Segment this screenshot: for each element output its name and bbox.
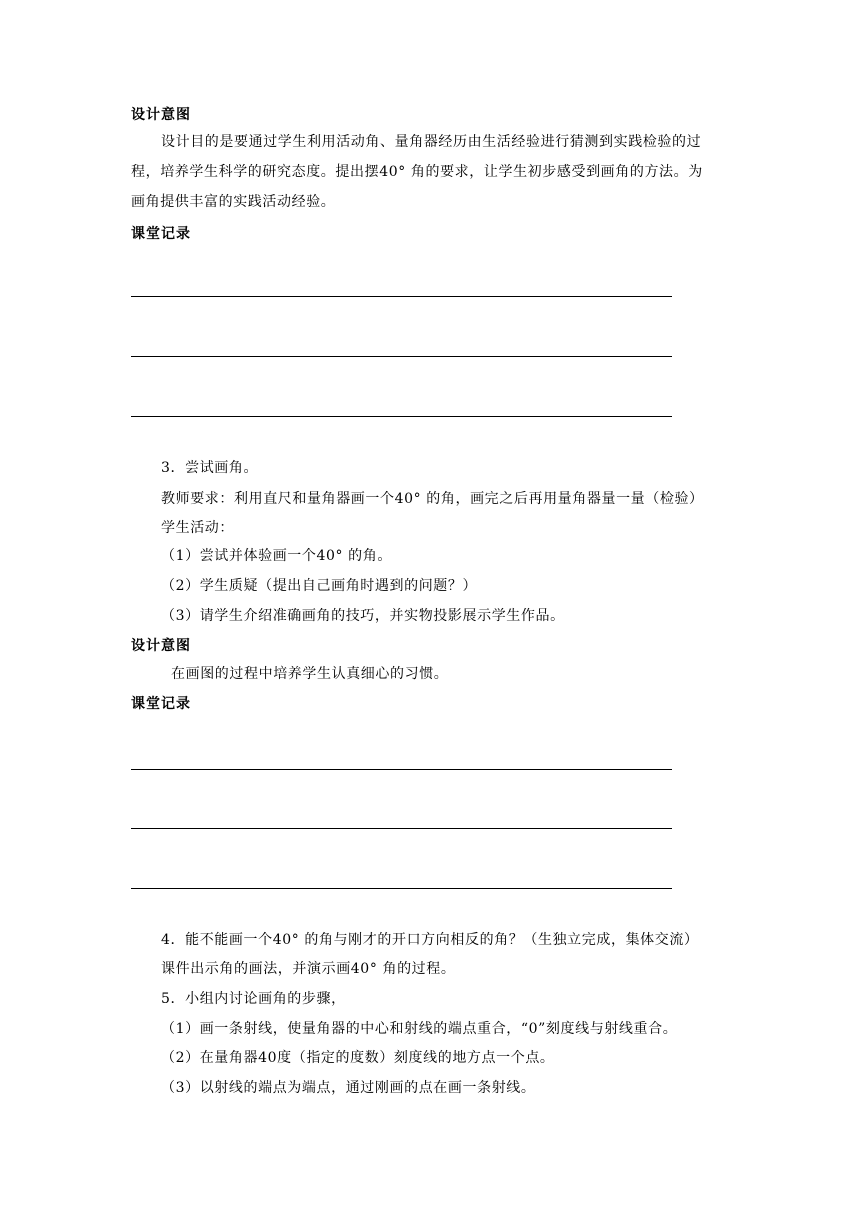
record-blank-line (131, 769, 672, 770)
step-3-title: 3．尝试画角。 (161, 460, 259, 476)
drawing-step: （2）在量角器40度（指定的度数）刻度线的地方点一个点。 (161, 1050, 555, 1066)
step-4-question: 4．能不能画一个40° 的角与刚才的开口方向相反的角？（生独立完成，集体交流） (161, 932, 699, 948)
design-intent-text: 在画图的过程中培养学生认真细心的习惯。 (171, 666, 449, 682)
student-activity-label: 学生活动： (161, 520, 234, 536)
record-blank-line (131, 296, 672, 297)
demo-text: 课件出示角的画法，并演示画40° 角的过程。 (161, 961, 456, 977)
class-record-heading: 课堂记录 (131, 226, 191, 242)
teacher-requirement: 教师要求：利用直尺和量角器画一个40° 的角，画完之后再用量角器量一量（检验） (161, 491, 704, 507)
class-record-heading: 课堂记录 (131, 696, 191, 712)
step-5-title: 5．小组内讨论画角的步骤， (161, 991, 346, 1007)
activity-item: （3）请学生介绍准确画角的技巧，并实物投影展示学生作品。 (161, 608, 565, 624)
record-blank-line (131, 356, 672, 357)
design-intent-line-2: 程，培养学生科学的研究态度。提出摆40° 角的要求，让学生初步感受到画角的方法。为 (131, 164, 703, 180)
record-blank-line (131, 828, 672, 829)
design-intent-heading: 设计意图 (131, 107, 191, 123)
design-intent-heading: 设计意图 (131, 638, 191, 654)
drawing-step: （1）画一条射线，使量角器的中心和射线的端点重合，“0”刻度线与射线重合。 (161, 1021, 678, 1037)
record-blank-line (131, 416, 672, 417)
design-intent-line-3: 画角提供丰富的实践活动经验。 (131, 194, 336, 210)
activity-item: （1）尝试并体验画一个40° 的角。 (161, 548, 392, 564)
drawing-step: （3）以射线的端点为端点，通过刚画的点在画一条射线。 (161, 1080, 536, 1096)
record-blank-line (131, 888, 672, 889)
design-intent-line-1: 设计目的是要通过学生利用活动角、量角器经历由生活经验进行猜测到实践检验的过 (161, 134, 702, 150)
activity-item: （2）学生质疑（提出自己画角时遇到的问题？） (161, 578, 478, 594)
